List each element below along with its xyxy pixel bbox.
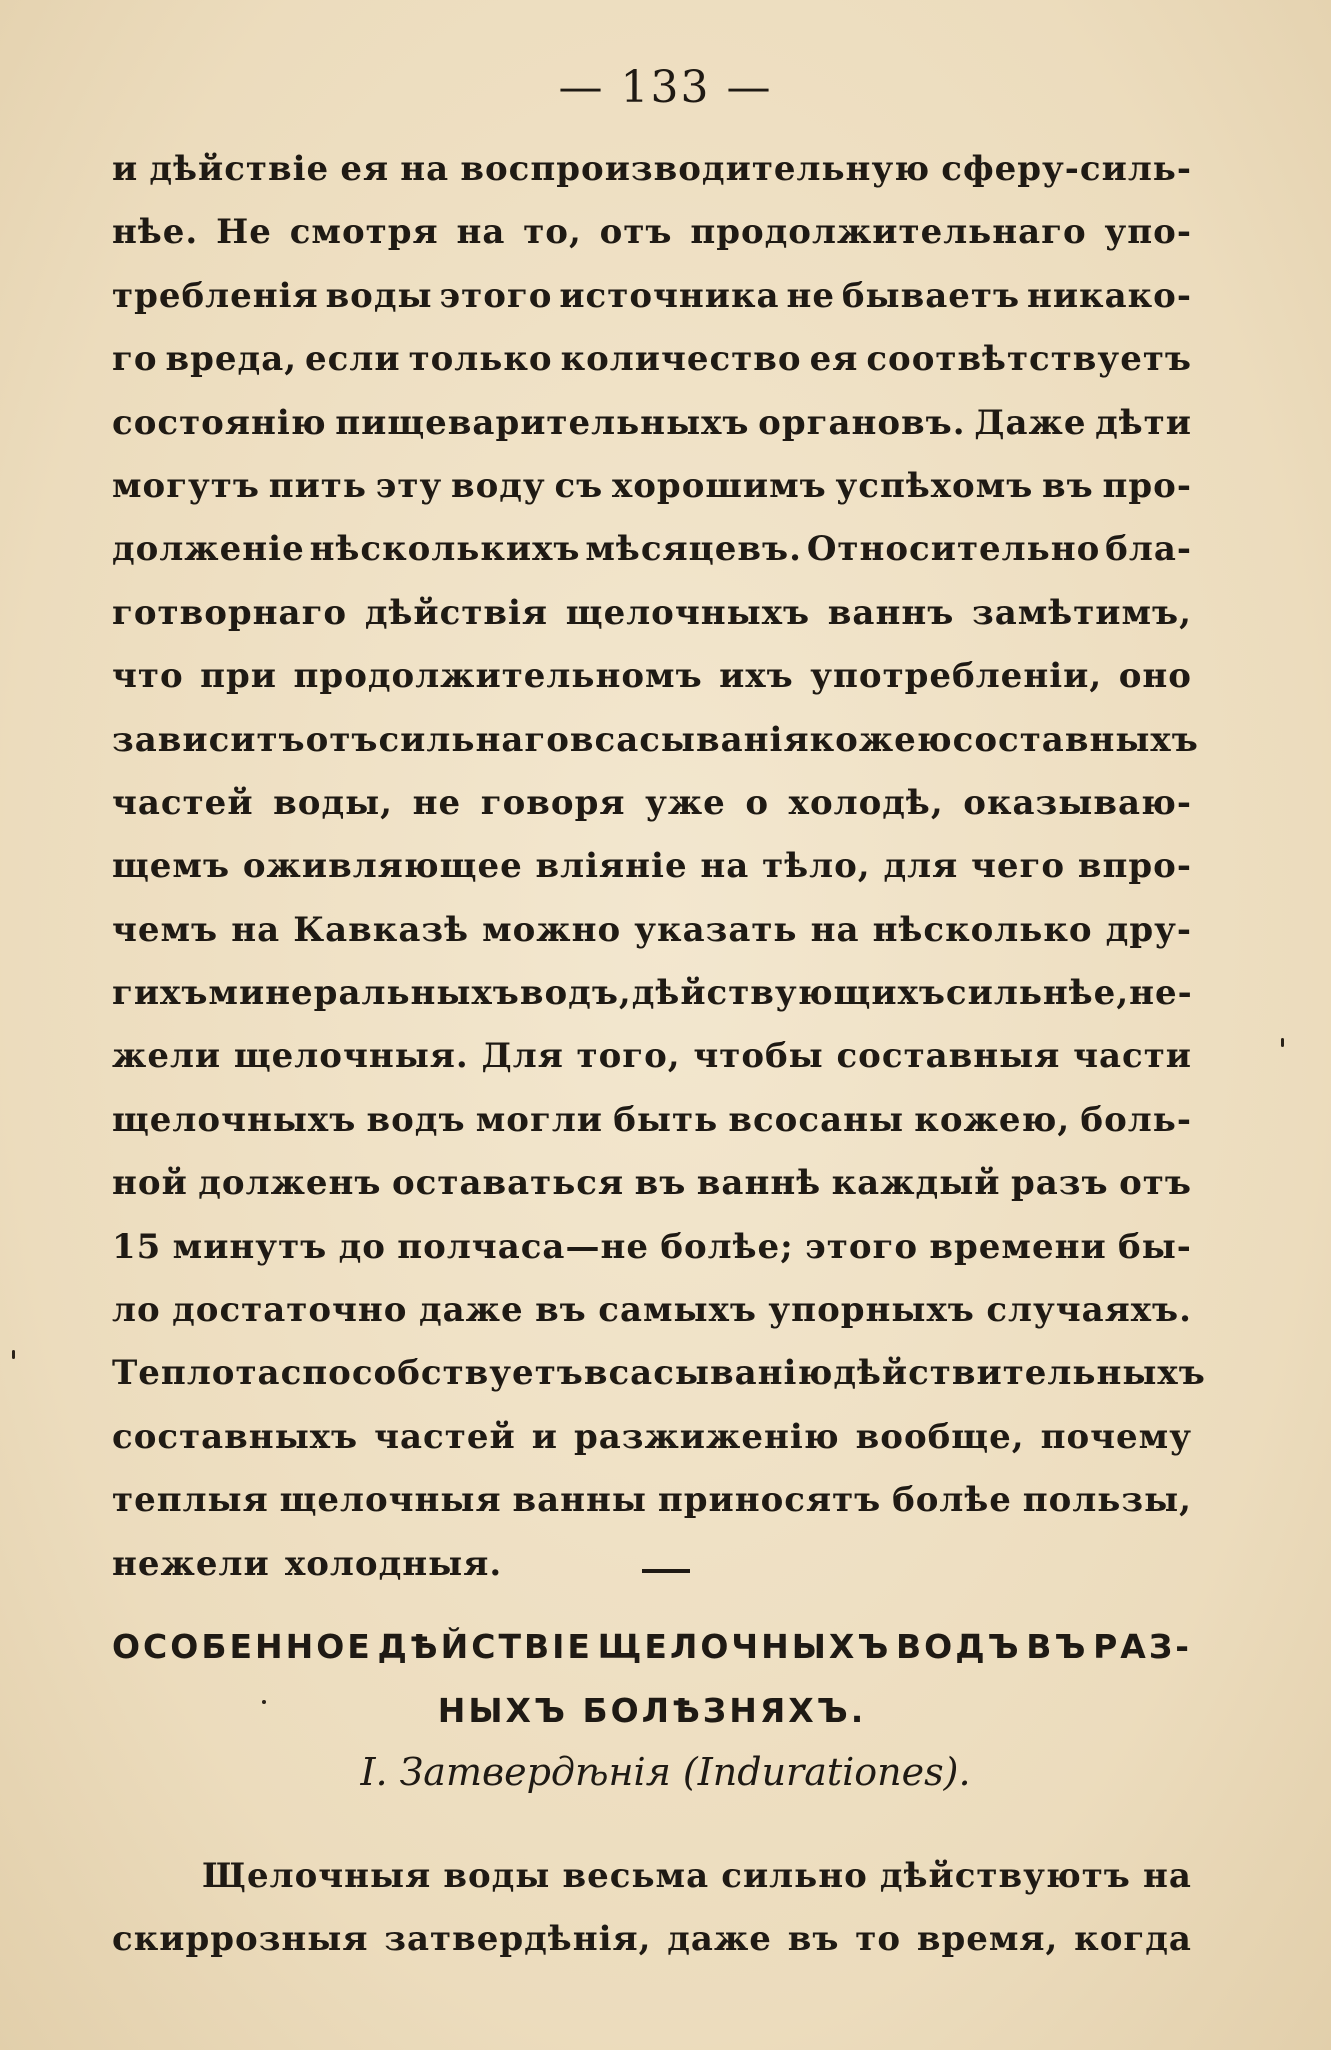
word: говоря bbox=[480, 782, 626, 823]
text-line bbox=[112, 1845, 1192, 1908]
word: составныхъ bbox=[112, 1416, 359, 1457]
word: нежели bbox=[112, 1543, 270, 1584]
word: оказываю- bbox=[963, 782, 1192, 823]
word: быть bbox=[613, 1099, 719, 1140]
print-speck bbox=[1281, 1038, 1284, 1047]
text-line bbox=[112, 138, 1192, 201]
word: пить bbox=[268, 465, 367, 506]
word: дѣйствительныхъ bbox=[833, 1353, 1206, 1394]
word: щемъ bbox=[112, 846, 231, 887]
text-line bbox=[112, 835, 1192, 898]
word: никако- bbox=[1026, 275, 1192, 316]
text-line bbox=[112, 201, 1192, 264]
word: гихъ bbox=[112, 973, 209, 1014]
word: бы- bbox=[1118, 1226, 1192, 1267]
word: даже bbox=[667, 1919, 772, 1960]
word: воду bbox=[450, 465, 546, 506]
word: сильно bbox=[721, 1856, 868, 1896]
word: дѣйствуютъ bbox=[879, 1856, 1131, 1896]
word: въ bbox=[1042, 465, 1094, 506]
word: боль- bbox=[1080, 1099, 1192, 1140]
word: водъ bbox=[366, 1099, 466, 1140]
word: чего bbox=[971, 846, 1066, 887]
word: составныя bbox=[836, 1036, 1061, 1077]
word: упорныхъ bbox=[768, 1290, 975, 1331]
word: количество bbox=[560, 339, 802, 380]
title-word: ДѢЙСТВІЕ bbox=[377, 1627, 593, 1666]
word: полчаса—не bbox=[397, 1226, 649, 1267]
word: чемъ bbox=[112, 909, 219, 950]
word: ванны bbox=[512, 1480, 647, 1521]
word: отъ bbox=[1119, 1163, 1192, 1204]
word: мѣсяцевъ. bbox=[585, 529, 802, 570]
word: если bbox=[305, 339, 401, 380]
word: того, bbox=[576, 1036, 681, 1077]
word: время, bbox=[916, 1919, 1059, 1960]
word: пользы, bbox=[1022, 1480, 1192, 1521]
word: вреда, bbox=[165, 339, 298, 380]
word: на bbox=[700, 846, 750, 887]
word: въ bbox=[634, 1163, 687, 1204]
word: употребленіи, bbox=[810, 656, 1103, 697]
text-line bbox=[112, 1279, 1192, 1342]
word: и bbox=[531, 1416, 558, 1457]
word: замѣтимъ, bbox=[972, 592, 1192, 633]
word: приносятъ bbox=[657, 1480, 882, 1521]
word: Даже bbox=[974, 402, 1087, 443]
text-line bbox=[112, 962, 1192, 1025]
word: оживляющее bbox=[242, 846, 523, 887]
word: успѣхомъ bbox=[835, 465, 1034, 506]
word: на bbox=[1143, 1856, 1192, 1896]
word: зависитъ bbox=[112, 719, 306, 760]
section-title bbox=[112, 1615, 1192, 1743]
word: почему bbox=[1040, 1416, 1192, 1457]
word: соотвѣтствуетъ bbox=[866, 339, 1192, 380]
word: оно bbox=[1118, 656, 1192, 697]
word: самыхъ bbox=[598, 1290, 757, 1331]
word: можно bbox=[482, 909, 622, 950]
word: продолжительномъ bbox=[293, 656, 703, 697]
word: долженіе bbox=[112, 529, 305, 570]
word: то, bbox=[523, 212, 582, 253]
word: для bbox=[883, 846, 959, 887]
word: на bbox=[810, 909, 860, 950]
text-line bbox=[112, 1152, 1192, 1215]
word: чтобы bbox=[693, 1036, 824, 1077]
word: нѣе. bbox=[112, 212, 199, 253]
word: Щелочныя bbox=[202, 1856, 432, 1896]
section-title-line-1 bbox=[112, 1615, 1192, 1679]
word: нѣсколькихъ bbox=[309, 529, 581, 570]
text-line bbox=[112, 1406, 1192, 1469]
text-line bbox=[112, 265, 1192, 328]
word: болѣе; bbox=[660, 1226, 794, 1267]
word: до bbox=[338, 1226, 386, 1267]
word: тѣло, bbox=[762, 846, 871, 887]
word: отъ bbox=[599, 212, 673, 253]
word: сильнѣе, bbox=[945, 973, 1130, 1014]
word: щелочныя bbox=[279, 1480, 502, 1521]
text-line bbox=[112, 518, 1192, 581]
word: Относительно bbox=[806, 529, 1101, 570]
word: эту bbox=[375, 465, 443, 506]
title-word: РАЗ- bbox=[1093, 1627, 1192, 1666]
word: холодныя. bbox=[284, 1543, 503, 1584]
section-title-line-2: НЫХЪ БОЛѢЗНЯХЪ. bbox=[437, 1691, 867, 1730]
text-line bbox=[112, 582, 1192, 645]
word: дѣти bbox=[1095, 402, 1192, 443]
word: ея bbox=[809, 339, 859, 380]
word: теплыя bbox=[112, 1480, 269, 1521]
text-line bbox=[112, 1025, 1192, 1088]
text-line bbox=[112, 455, 1192, 518]
word: состоянію bbox=[112, 402, 327, 443]
text-line bbox=[112, 1533, 1192, 1596]
word: готворнаго bbox=[112, 592, 348, 633]
word: когда bbox=[1074, 1919, 1192, 1960]
print-speck bbox=[262, 1700, 266, 1704]
word: могутъ bbox=[112, 465, 260, 506]
word: даже bbox=[418, 1290, 524, 1331]
word: вообще, bbox=[855, 1416, 1025, 1457]
word: вліяніе bbox=[535, 846, 688, 887]
word: жели bbox=[112, 1036, 222, 1077]
text-line bbox=[112, 328, 1192, 391]
word: го bbox=[112, 339, 158, 380]
word: Теплота bbox=[112, 1353, 281, 1394]
word: всосаны bbox=[728, 1099, 905, 1140]
word: то bbox=[855, 1919, 902, 1960]
paragraph-continuation bbox=[112, 1845, 1192, 1972]
word: уже bbox=[645, 782, 726, 823]
word: долженъ bbox=[198, 1163, 382, 1204]
word: этого bbox=[805, 1226, 919, 1267]
word: щелочныя. bbox=[233, 1036, 469, 1077]
word: что bbox=[112, 656, 184, 697]
word: смотря bbox=[289, 212, 439, 253]
word: части bbox=[1073, 1036, 1192, 1077]
text-line bbox=[112, 1342, 1206, 1405]
word: впро- bbox=[1077, 846, 1192, 887]
word: бываетъ bbox=[841, 275, 1021, 316]
word: Кавказѣ bbox=[293, 909, 469, 950]
text-line bbox=[112, 709, 1199, 772]
word: бла- bbox=[1105, 529, 1192, 570]
word: отъ bbox=[305, 719, 379, 760]
title-word: ЩЕЛОЧНЫХЪ bbox=[597, 1627, 892, 1666]
text-line bbox=[112, 645, 1192, 708]
word: болѣе bbox=[892, 1480, 1012, 1521]
word: сильнаго bbox=[378, 719, 570, 760]
word: ваннъ bbox=[827, 592, 955, 633]
word: въ bbox=[535, 1290, 587, 1331]
word: щелочныхъ bbox=[565, 592, 811, 633]
word: пищеварительныхъ bbox=[335, 402, 750, 443]
word: минутъ bbox=[172, 1226, 328, 1267]
word: разъ bbox=[1011, 1163, 1109, 1204]
word: этого bbox=[439, 275, 553, 316]
word: не bbox=[786, 275, 835, 316]
word: дѣйствующихъ bbox=[631, 973, 946, 1014]
word: достаточно bbox=[172, 1290, 408, 1331]
word: частей bbox=[374, 1416, 516, 1457]
word: дѣйствіе bbox=[149, 149, 330, 189]
word: не bbox=[412, 782, 462, 823]
text-line bbox=[112, 1216, 1192, 1279]
word: ихъ bbox=[719, 656, 794, 697]
title-word: ОСОБЕННОЕ bbox=[112, 1627, 373, 1666]
word: при bbox=[200, 656, 278, 697]
word: Для bbox=[481, 1036, 564, 1077]
text-line bbox=[112, 772, 1192, 835]
word: и bbox=[112, 149, 139, 189]
page-number: — 133 — bbox=[558, 62, 773, 113]
word: ваннѣ bbox=[696, 1163, 822, 1204]
word: частей bbox=[112, 782, 254, 823]
word: случаяхъ. bbox=[986, 1290, 1192, 1331]
word: про- bbox=[1102, 465, 1192, 506]
word: не- bbox=[1129, 973, 1193, 1014]
word: только bbox=[408, 339, 553, 380]
word: составныхъ bbox=[952, 719, 1199, 760]
word: нѣсколько bbox=[872, 909, 1093, 950]
word: на bbox=[456, 212, 506, 253]
print-speck bbox=[12, 1350, 15, 1359]
paragraph-body bbox=[112, 138, 1206, 1596]
word: источника bbox=[559, 275, 780, 316]
word: указать bbox=[634, 909, 798, 950]
word: на bbox=[400, 149, 450, 189]
word: о bbox=[745, 782, 770, 823]
word: дру- bbox=[1105, 909, 1192, 950]
word: воды bbox=[325, 275, 433, 316]
text-line bbox=[112, 1469, 1192, 1532]
word: кожею, bbox=[914, 1099, 1071, 1140]
word: всасыванія bbox=[569, 719, 810, 760]
word: ло bbox=[112, 1290, 161, 1331]
word: съ bbox=[554, 465, 604, 506]
word: упо- bbox=[1104, 212, 1192, 253]
word: въ bbox=[787, 1919, 840, 1960]
word: продолжительнаго bbox=[690, 212, 1087, 253]
word: каждый bbox=[831, 1163, 1001, 1204]
word: Не bbox=[216, 212, 272, 253]
word: могли bbox=[475, 1099, 604, 1140]
word: сферу-силь- bbox=[941, 149, 1192, 189]
text-line bbox=[112, 392, 1192, 455]
word: водъ, bbox=[519, 973, 632, 1014]
subheading: I. Затвердѣнія (Indurationes). bbox=[360, 1750, 971, 1794]
word: весьма bbox=[562, 1856, 710, 1896]
word: времени bbox=[929, 1226, 1107, 1267]
word: оставаться bbox=[392, 1163, 625, 1204]
word: органовъ. bbox=[758, 402, 966, 443]
title-word: ВОДЪ bbox=[896, 1627, 1022, 1666]
word: щелочныхъ bbox=[112, 1099, 357, 1140]
word: разжиженію bbox=[573, 1416, 840, 1457]
title-word: ВЪ bbox=[1026, 1627, 1089, 1666]
word: требленія bbox=[112, 275, 319, 316]
word: ея bbox=[340, 149, 390, 189]
word: затвердѣнія, bbox=[384, 1919, 652, 1960]
text-line bbox=[112, 1089, 1192, 1152]
word: 15 bbox=[112, 1226, 162, 1267]
text-line bbox=[112, 1908, 1192, 1971]
word: на bbox=[231, 909, 281, 950]
word: холодѣ, bbox=[788, 782, 944, 823]
word: скиррозныя bbox=[112, 1919, 369, 1960]
word: ной bbox=[112, 1163, 188, 1204]
text-line bbox=[112, 899, 1192, 962]
word: воды, bbox=[273, 782, 394, 823]
word: хорошимъ bbox=[611, 465, 827, 506]
word: кожею bbox=[809, 719, 953, 760]
word: воды bbox=[443, 1856, 551, 1896]
word: способствуетъ bbox=[280, 1353, 584, 1394]
word: всасыванію bbox=[583, 1353, 834, 1394]
word: воспроизводительную bbox=[460, 149, 931, 189]
section-divider bbox=[642, 1569, 690, 1573]
word: дѣйствія bbox=[364, 592, 549, 633]
word: минеральныхъ bbox=[208, 973, 520, 1014]
